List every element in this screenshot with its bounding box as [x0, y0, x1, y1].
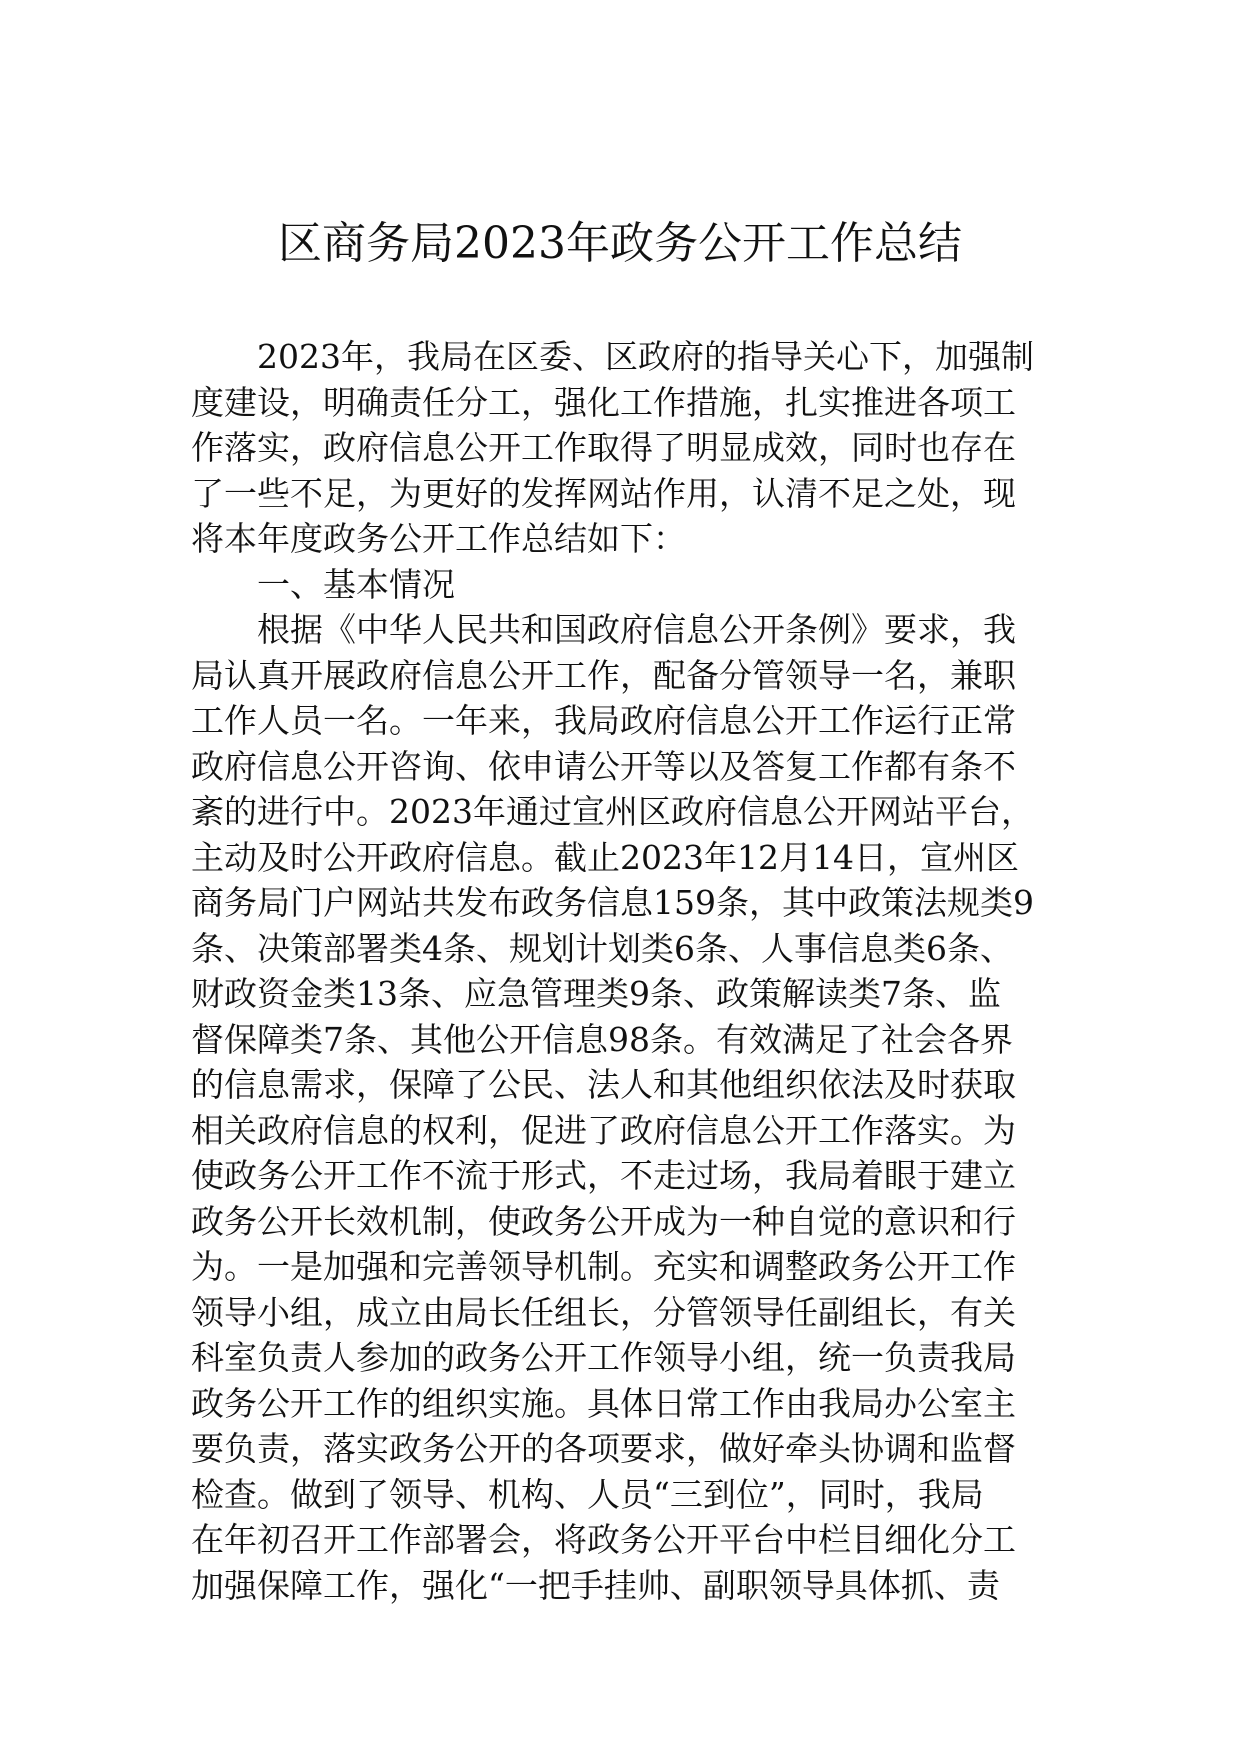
document-body: [191, 334, 1071, 1608]
paragraph-line: 主动及时公开政府信息。截止2023年12月14日，宣州区: [191, 837, 1019, 877]
paragraph-line: 要负责，落实政务公开的各项要求，做好牵头协调和监督: [191, 1429, 1016, 1468]
paragraph-line: 领导小组，成立由局长任组长，分管领导任副组长，有关: [191, 1292, 1016, 1332]
paragraph-line: 根据《中华人民共和国政府信息公开条例》要求，我: [257, 610, 1016, 649]
paragraph-intro-line: 2023年，我局在区委、区政府的指导关心下，加强制: [257, 337, 1034, 376]
paragraph-line: 商务局门户网站共发布政务信息159条，其中政策法规类9: [191, 883, 1034, 922]
paragraph-line: 政务公开工作的组织实施。具体日常工作由我局办公室主: [191, 1383, 1016, 1423]
paragraph-line: 条、决策部署类4条、规划计划类6条、人事信息类6条、: [191, 928, 1013, 968]
paragraph-line: 加强保障工作，强化“一把手挂帅、副职领导具体抓、责: [191, 1565, 1000, 1605]
paragraph-line: 工作人员一名。一年来，我局政府信息公开工作运行正常: [191, 701, 1016, 740]
paragraph-intro-line: 了一些不足，为更好的发挥网站作用，认清不足之处，现: [191, 473, 1016, 513]
section-heading: 一、基本情况: [257, 564, 455, 604]
paragraph-line: 检查。做到了领导、机构、人员“三到位”，同时，我局: [191, 1474, 984, 1514]
paragraph-line: 紊的进行中。2023年通过宣州区政府信息公开网站平台，: [191, 792, 1034, 831]
paragraph-intro-line: 度建设，明确责任分工，强化工作措施，扎实推进各项工: [191, 382, 1016, 422]
paragraph-line: 局认真开展政府信息公开工作，配备分管领导一名，兼职: [191, 655, 1016, 695]
paragraph-line: 在年初召开工作部署会，将政务公开平台中栏目细化分工: [191, 1520, 1016, 1559]
paragraph-line: 政务公开长效机制，使政务公开成为一种自觉的意识和行: [191, 1201, 1016, 1241]
paragraph-line: 财政资金类13条、应急管理类9条、政策解读类7条、监: [191, 974, 1001, 1013]
paragraph-line: 政府信息公开咨询、依申请公开等以及答复工作都有条不: [191, 746, 1016, 786]
paragraph-line: 相关政府信息的权利，促进了政府信息公开工作落实。为: [191, 1110, 1016, 1150]
paragraph-line: 督保障类7条、其他公开信息98条。有效满足了社会各界: [191, 1019, 1013, 1059]
paragraph-line: 的信息需求，保障了公民、法人和其他组织依法及时获取: [191, 1065, 1016, 1104]
document-title: 区商务局2023年政务公开工作总结: [278, 218, 962, 269]
paragraph-intro-line: 将本年度政务公开工作总结如下：: [191, 519, 686, 558]
paragraph-line: 为。一是加强和完善领导机制。充实和调整政务公开工作: [191, 1247, 1016, 1286]
paragraph-intro-line: 作落实，政府信息公开工作取得了明显成效，同时也存在: [191, 428, 1016, 467]
paragraph-line: 使政务公开工作不流于形式，不走过场，我局着眼于建立: [191, 1156, 1016, 1195]
paragraph-line: 科室负责人参加的政务公开工作领导小组，统一负责我局: [191, 1338, 1016, 1377]
